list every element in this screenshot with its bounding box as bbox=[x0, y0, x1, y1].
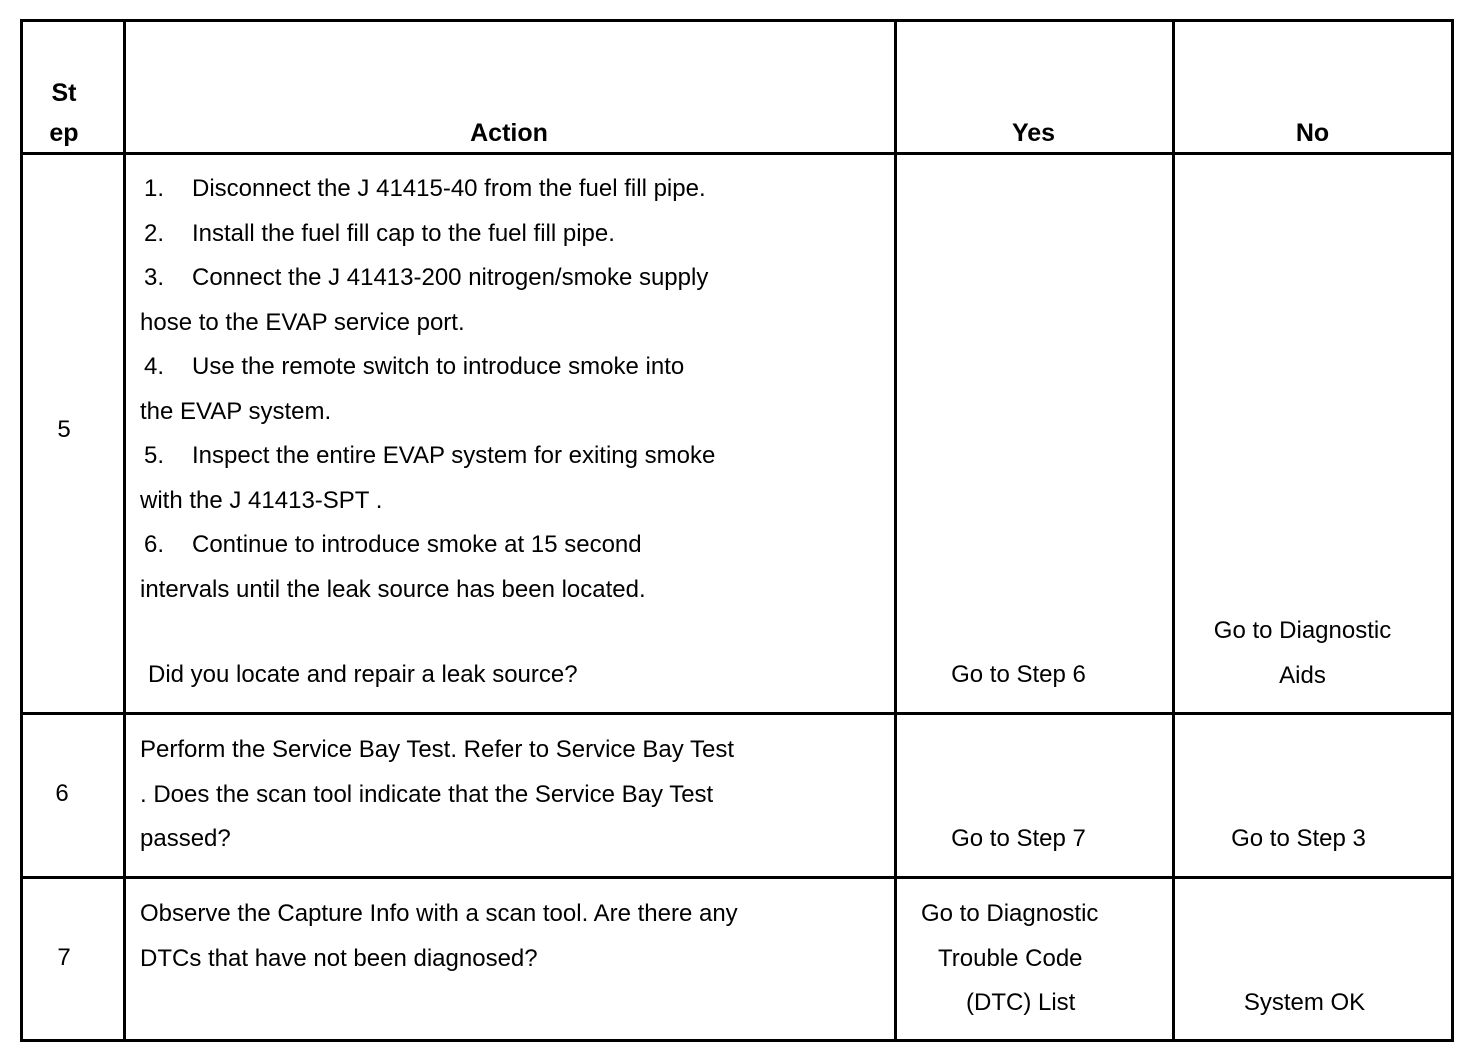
list-item bbox=[140, 523, 715, 568]
col-divider-action-yes bbox=[894, 22, 897, 1039]
list-item bbox=[140, 167, 715, 212]
list-item-number: 2. bbox=[144, 219, 165, 247]
list-item-text: Disconnect the J 41415-40 from the fuel fill pipe. bbox=[192, 175, 706, 202]
action-text-line: . Does the scan tool indicate that the Service Bay Test bbox=[140, 780, 714, 808]
row-divider-6-7 bbox=[23, 876, 1451, 879]
no-result bbox=[1164, 609, 1441, 698]
list-item-continuation: intervals until the leak source has been located. bbox=[140, 575, 646, 603]
list-item-number: 3. bbox=[144, 264, 165, 291]
list-item-text: Use the remote switch to introduce smoke into bbox=[192, 353, 685, 380]
step-number: 5 bbox=[57, 416, 71, 443]
yes-result: Go to Step 7 bbox=[951, 825, 1086, 852]
list-item bbox=[140, 256, 715, 301]
list-item-number: 1. bbox=[144, 175, 165, 202]
action-text-line: Perform the Service Bay Test. Refer to Service Bay Test bbox=[140, 736, 735, 763]
no-result: Go to Step 3 bbox=[1231, 825, 1366, 852]
action-text bbox=[140, 728, 734, 862]
no-result: System OK bbox=[1243, 989, 1366, 1016]
question-text: Did you locate and repair a leak source? bbox=[148, 661, 578, 688]
no-result-line2: Aids bbox=[1279, 661, 1326, 689]
list-item-text: Continue to introduce smoke at 15 second bbox=[192, 531, 642, 558]
no-result-line1: Go to Diagnostic bbox=[1213, 617, 1392, 644]
yes-result bbox=[921, 892, 1098, 1026]
list-item-continuation: hose to the EVAP service port. bbox=[140, 308, 465, 336]
action-text-line: DTCs that have not been diagnosed? bbox=[140, 944, 538, 972]
list-item bbox=[140, 434, 715, 479]
step-number: 7 bbox=[57, 944, 71, 971]
list-item bbox=[140, 345, 715, 390]
action-list bbox=[140, 167, 715, 612]
yes-result-line1: Go to Diagnostic bbox=[921, 900, 1099, 927]
col-divider-yes-no bbox=[1172, 22, 1175, 1039]
row-divider-5-6 bbox=[23, 712, 1451, 715]
yes-result-line2: Trouble Code bbox=[938, 944, 1083, 972]
step-number: 6 bbox=[55, 780, 69, 807]
list-item-number: 4. bbox=[144, 353, 165, 380]
list-item-continuation: with the J 41413-SPT . bbox=[140, 486, 383, 514]
yes-result: Go to Step 6 bbox=[951, 661, 1086, 688]
list-item-number: 6. bbox=[144, 531, 165, 558]
header-action: Action bbox=[470, 119, 548, 147]
yes-result-line3: (DTC) List bbox=[966, 989, 1076, 1016]
action-text bbox=[140, 892, 738, 981]
list-item bbox=[140, 212, 715, 257]
header-step-line1: St bbox=[51, 79, 77, 107]
header-no: No bbox=[1295, 119, 1330, 147]
header-step bbox=[24, 73, 104, 153]
list-item-continuation: the EVAP system. bbox=[140, 397, 332, 425]
list-item-text: Inspect the entire EVAP system for exiting smoke bbox=[192, 442, 716, 469]
col-divider-step-action bbox=[123, 22, 126, 1039]
list-item-number: 5. bbox=[144, 442, 165, 469]
header-step-line2: ep bbox=[49, 119, 79, 147]
list-item-text: Install the fuel fill cap to the fuel fill pipe. bbox=[192, 219, 615, 247]
action-text-line: passed? bbox=[140, 825, 231, 852]
action-text-line: Observe the Capture Info with a scan tool. Are there any bbox=[140, 900, 738, 927]
list-item-text: Connect the J 41413-200 nitrogen/smoke supply bbox=[192, 264, 709, 291]
header-yes: Yes bbox=[1011, 119, 1056, 147]
